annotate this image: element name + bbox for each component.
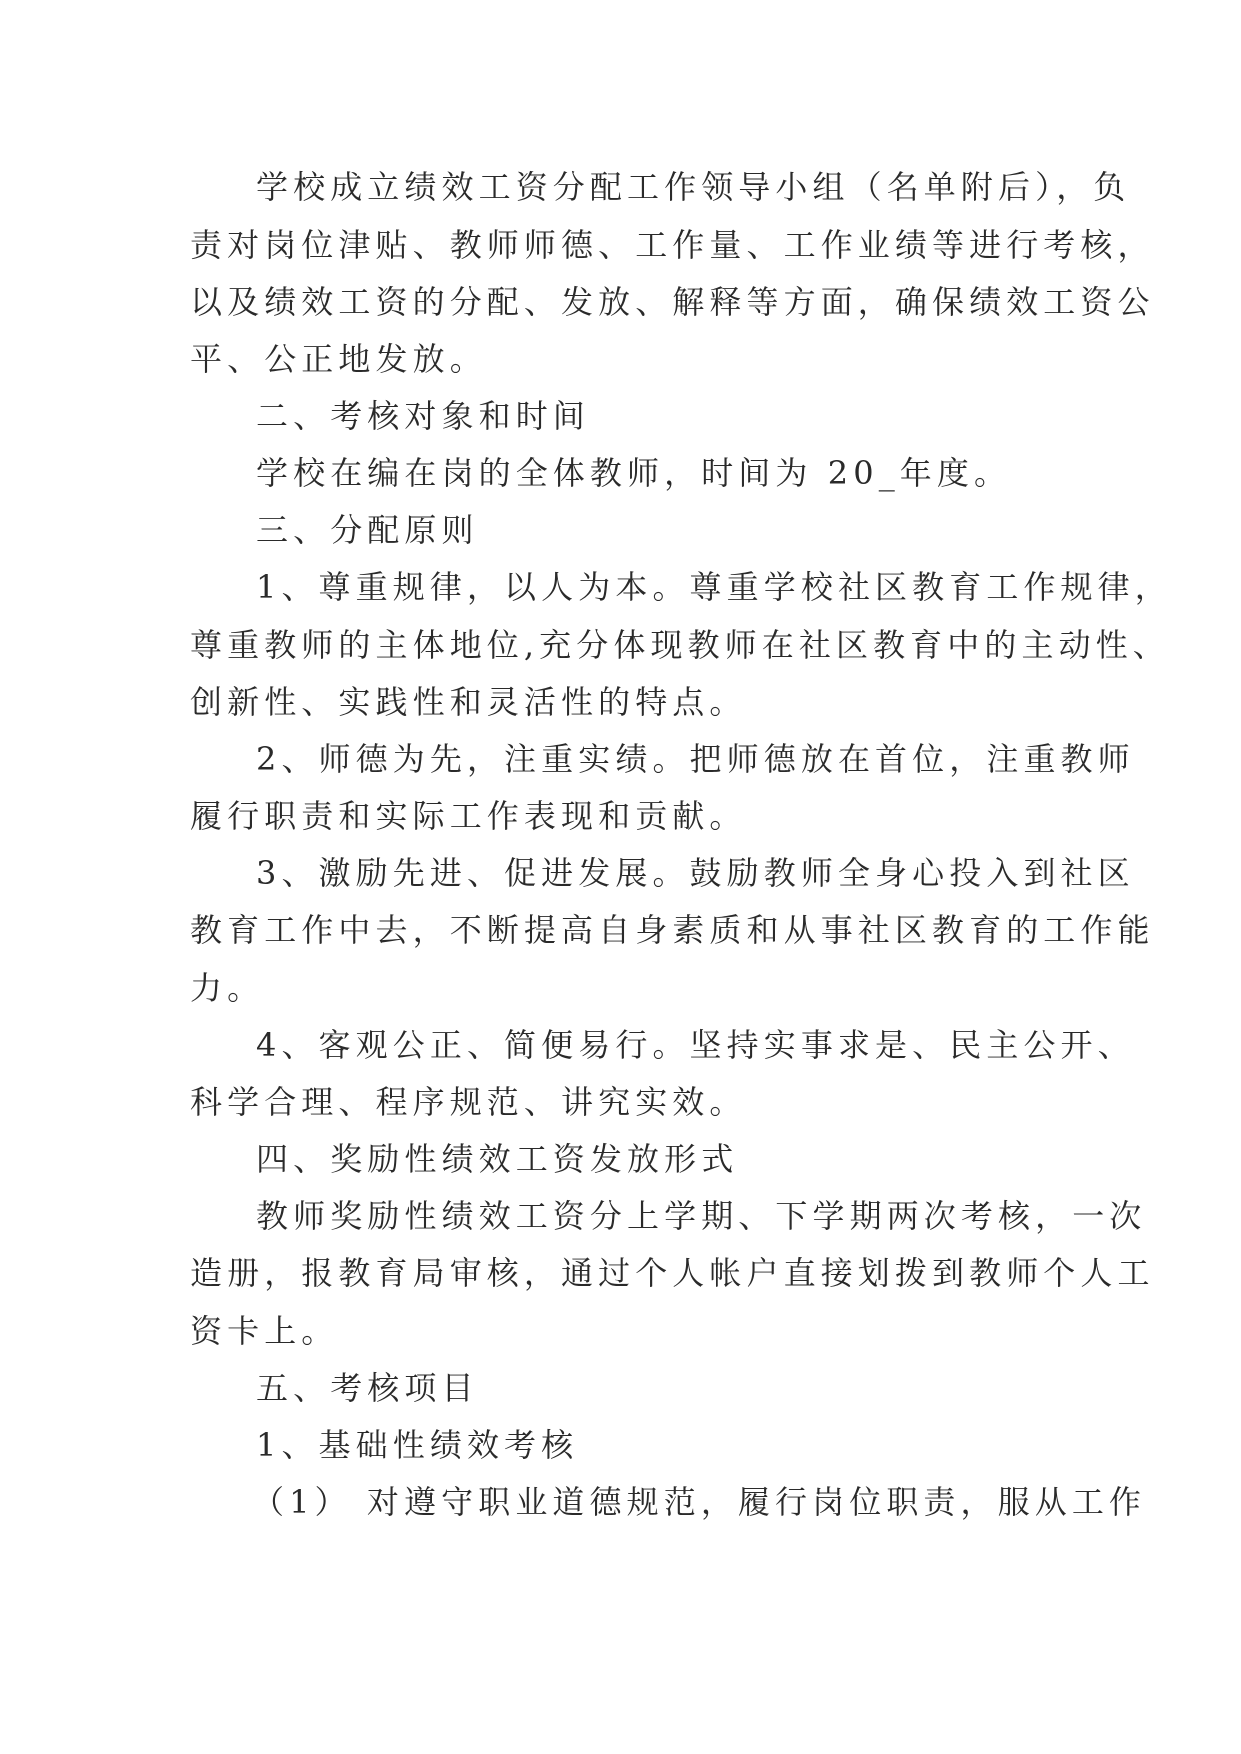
paragraph-line: 尊重教师的主体地位,充分体现教师在社区教育中的主动性、 (190, 626, 1170, 664)
paragraph-line: 以及绩效工资的分配、发放、解释等方面，确保绩效工资公 (190, 283, 1155, 321)
paragraph-line: 4、客观公正、简便易行。坚持实事求是、民主公开、 (256, 1026, 1135, 1064)
paragraph-line: 3、激励先进、促进发展。鼓励教师全身心投入到社区 (256, 854, 1135, 892)
paragraph-line: 教师奖励性绩效工资分上学期、下学期两次考核，一次 (256, 1197, 1147, 1235)
paragraph-line: 履行职责和实际工作表现和贡献。 (190, 797, 747, 835)
paragraph-line: 平、公正地发放。 (190, 340, 487, 378)
paragraph-line: 学校成立绩效工资分配工作领导小组（名单附后），负 (256, 168, 1131, 206)
paragraph-line: 学校在编在岗的全体教师，时间为 20_年度。 (256, 454, 1012, 492)
paragraph-line: 责对岗位津贴、教师师德、工作量、工作业绩等进行考核， (190, 226, 1155, 264)
section-heading: 四、奖励性绩效工资发放形式 (256, 1140, 739, 1178)
section-heading: 三、分配原则 (256, 511, 479, 549)
paragraph-line: 造册，报教育局审核，通过个人帐户直接划拨到教师个人工 (190, 1254, 1155, 1292)
paragraph-line: 科学合理、程序规范、讲究实效。 (190, 1083, 747, 1121)
paragraph-line: 2、师德为先，注重实绩。把师德放在首位，注重教师 (256, 740, 1135, 778)
subsection-heading: 1、基础性绩效考核 (256, 1426, 579, 1464)
paragraph-line: 力。 (190, 969, 265, 1007)
paragraph-line: 资卡上。 (190, 1312, 339, 1350)
paragraph-line: 创新性、实践性和灵活性的特点。 (190, 683, 747, 721)
paragraph-line: 1、尊重规律，以人为本。尊重学校社区教育工作规律， (256, 568, 1172, 606)
section-heading: 五、考核项目 (256, 1369, 479, 1407)
paragraph-line: 教育工作中去，不断提高自身素质和从事社区教育的工作能 (190, 911, 1155, 949)
paragraph-line: （1） 对遵守职业道德规范，履行岗位职责，服从工作 (252, 1483, 1147, 1521)
section-heading: 二、考核对象和时间 (256, 397, 590, 435)
